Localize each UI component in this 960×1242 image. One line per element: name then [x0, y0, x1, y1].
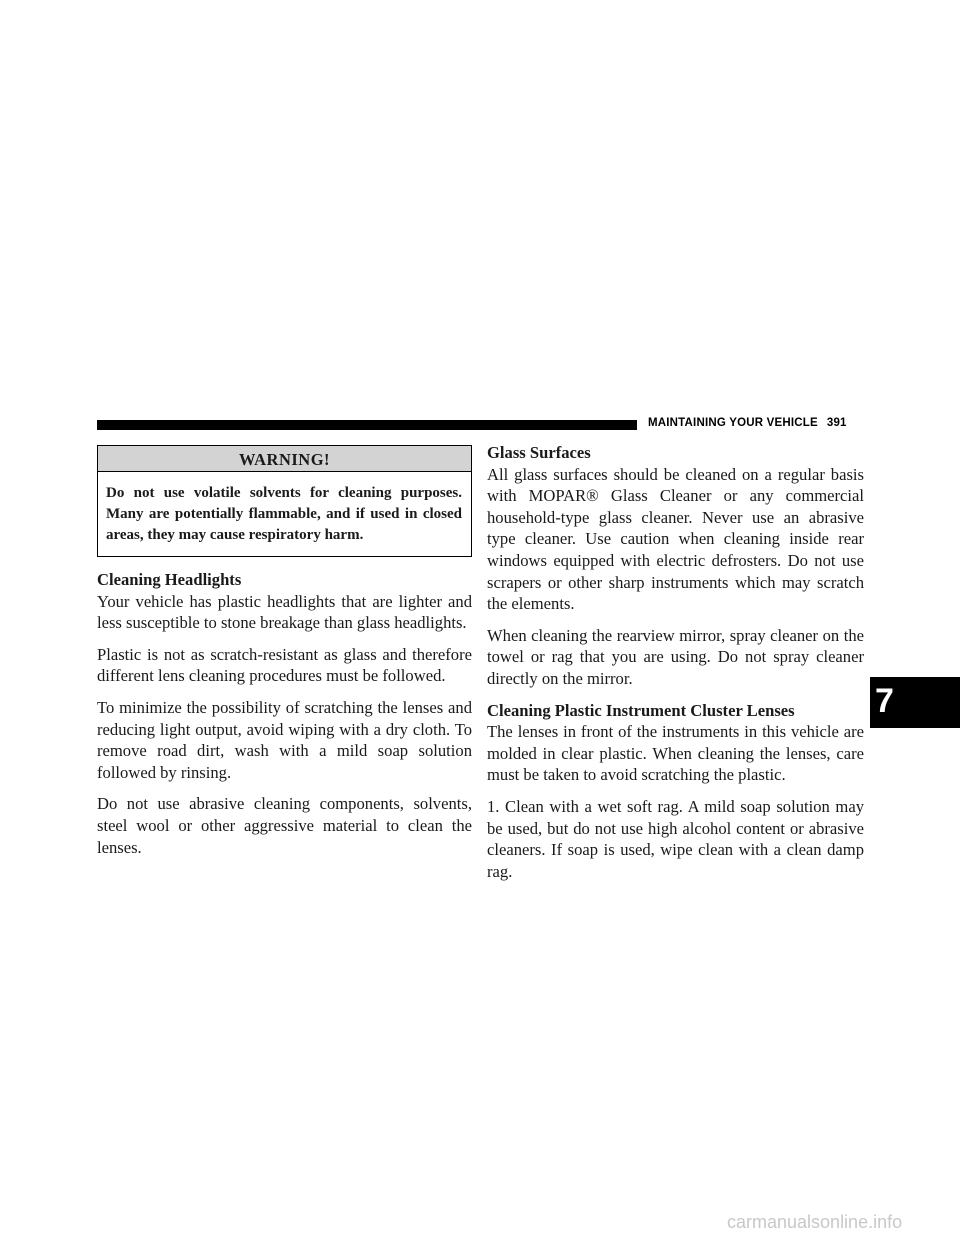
section-number: 7	[875, 682, 894, 720]
left-column	[97, 445, 472, 868]
paragraph: Do not use abrasive cleaning components, solvents, steel wool or other aggressive material to clean the lenses.	[97, 794, 472, 857]
paragraph: When cleaning the rearview mirror, spray cleaner on the towel or rag that you are using. Do not spray cleaner directly on the mirror.	[487, 625, 864, 688]
warning-box	[97, 445, 472, 557]
right-column	[487, 442, 864, 892]
page-number: 391	[826, 417, 847, 429]
heading-glass-surfaces: Glass Surfaces	[487, 443, 591, 462]
heading-cluster-lenses: Cleaning Plastic Instrument Cluster Lenses	[487, 700, 795, 720]
heading-cleaning-headlights: Cleaning Headlights	[97, 570, 242, 589]
warning-title: WARNING!	[98, 446, 471, 472]
watermark: carmanualsonline.info	[727, 1212, 903, 1232]
paragraph: To minimize the possibility of scratching the lenses and reducing light output, avoid wiping with a dry cloth. To remove road dirt, wash with a mild soap solution followed by rinsing.	[97, 697, 472, 782]
section-tab	[870, 677, 960, 728]
warning-body: Do not use volatile solvents for cleaning purposes. Many are potentially flammable, and if used in closed areas, they may cause respiratory harm.	[106, 485, 462, 543]
section-title: MAINTAINING YOUR VEHICLE	[648, 417, 818, 429]
paragraph: 1. Clean with a wet soft rag. A mild soap solution may be used, but do not use high alcohol content or abrasive cleaners. If soap is used, wipe clean with a clean damp rag.	[487, 796, 864, 881]
paragraph: The lenses in front of the instruments in this vehicle are molded in clear plastic. When cleaning the lenses, care must be taken to avoid scratching the plastic.	[487, 722, 864, 785]
paragraph: Your vehicle has plastic headlights that are lighter and less susceptible to stone breakage than glass headlights.	[97, 591, 472, 633]
paragraph: All glass surfaces should be cleaned on a regular basis with MOPAR® Glass Cleaner or any commercial household-type glass cleaner. Never use an abrasive type cleaner. Use caution when cleaning inside rear windows equipped with electric defrosters. Do not use scrapers or other sharp instruments which may scratch the elements.	[487, 464, 864, 614]
running-header	[648, 417, 847, 429]
paragraph: Plastic is not as scratch-resistant as glass and therefore different lens cleaning procedures must be followed.	[97, 644, 472, 686]
header-rule	[97, 420, 637, 430]
